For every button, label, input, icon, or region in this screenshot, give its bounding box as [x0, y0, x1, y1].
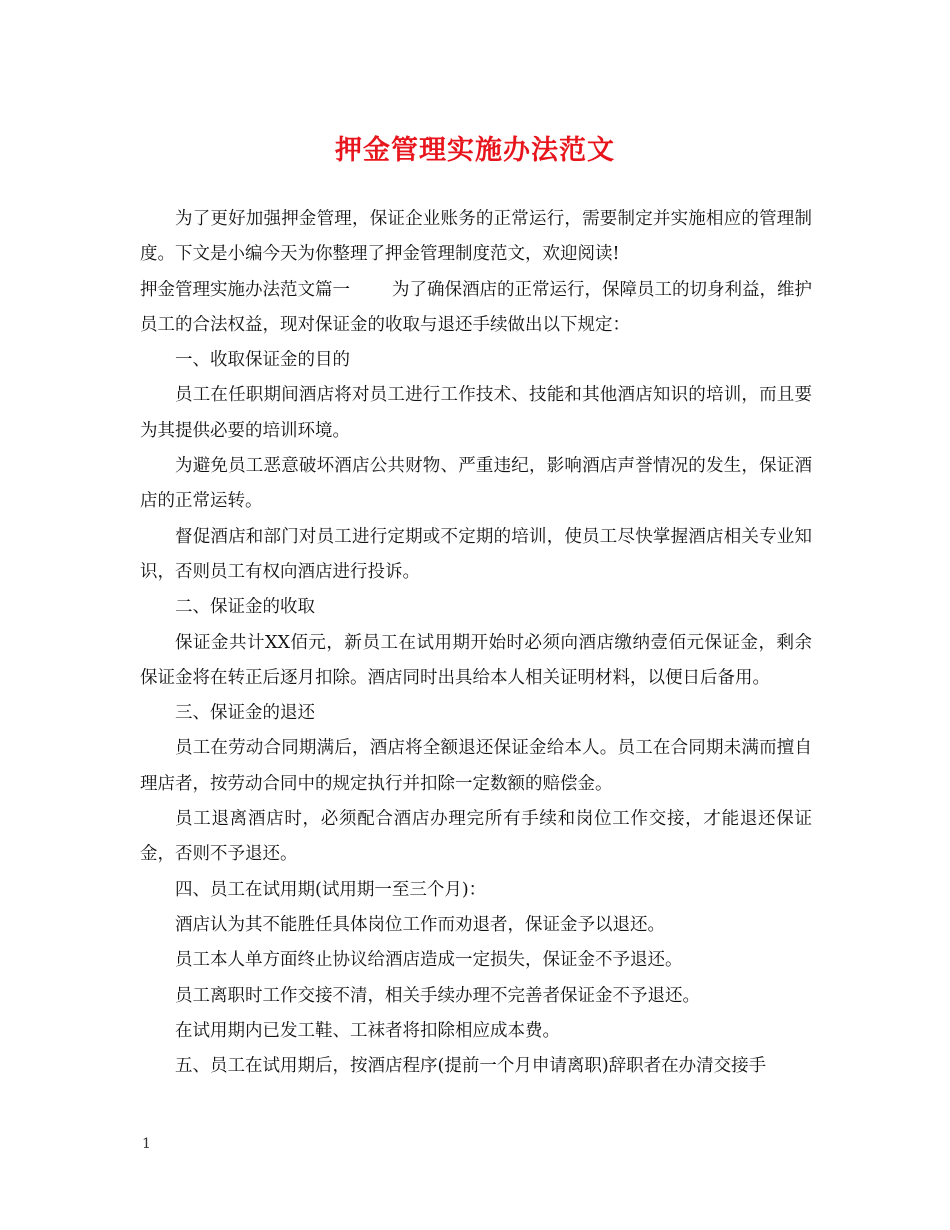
- heading-refund: 三、保证金的退还: [175, 703, 315, 724]
- item-termination: 员工本人单方面终止协议给酒店造成一定损失，保证金不予退还。: [175, 950, 683, 971]
- paragraph-training: 员工在任职期间酒店将对员工进行工作技术、技能和其他酒店知识的培训，而且要为其提供必要的培训环境。: [140, 385, 812, 441]
- page-number: 1: [142, 1136, 151, 1152]
- document-title: 押金管理实施办法范文: [335, 135, 615, 166]
- paragraph-property: 为避免员工恶意破坏酒店公共财物、严重违纪，影响酒店声誉情况的发生，保证酒店的正常运转。: [140, 456, 812, 512]
- intro-paragraph: 为了更好加强押金管理，保证企业账务的正常运行，需要制定并实施相应的管理制度。下文是小编今天为你整理了押金管理制度范文，欢迎阅读!: [140, 209, 812, 265]
- item-dismissal: 酒店认为其不能胜任具体岗位工作而劝退者，保证金予以退还。: [175, 914, 665, 935]
- paragraph-contract-expiry: 员工在劳动合同期满后，酒店将全额退还保证金给本人。员工在合同期未满而擅自理店者，按劳动合同中的规定执行并扣除一定数额的赔偿金。: [140, 738, 812, 794]
- document-body: [140, 202, 812, 1084]
- section-heading: 押金管理实施办法范文篇一: [140, 279, 350, 300]
- paragraph-supervision: 督促酒店和部门对员工进行定期或不定期的培训，使员工尽快掌握酒店相关专业知识，否则员工有权向酒店进行投诉。: [140, 526, 812, 582]
- item-handover: 员工离职时工作交接不清，相关手续办理不完善者保证金不予退还。: [175, 985, 700, 1006]
- heading-probation: 四、员工在试用期(试用期一至三个月)：: [175, 879, 487, 900]
- section-lead: 为了确保酒店的正常运行，保障员工的切身利益，维护员工的合法权益，现对保证金的收取与退还手续做出以下规定：: [140, 279, 812, 335]
- heading-collection: 二、保证金的收取: [175, 597, 315, 618]
- paragraph-departure: 员工退离酒店时，必须配合酒店办理完所有手续和岗位工作交接，才能退还保证金，否则不予退还。: [140, 809, 812, 865]
- paragraph-collection: 保证金共计XX佰元，新员工在试用期开始时必须向酒店缴纳壹佰元保证金，剩余保证金将在转正后逐月扣除。酒店同时出具给本人相关证明材料，以便日后备用。: [140, 632, 812, 688]
- heading-after-probation: 五、员工在试用期后，按酒店程序(提前一个月申请离职)辞职者在办清交接手: [175, 1056, 767, 1077]
- heading-purpose: 一、收取保证金的目的: [175, 350, 350, 371]
- item-uniform: 在试用期内已发工鞋、工袜者将扣除相应成本费。: [175, 1020, 560, 1041]
- section-one-paragraph: [140, 273, 812, 344]
